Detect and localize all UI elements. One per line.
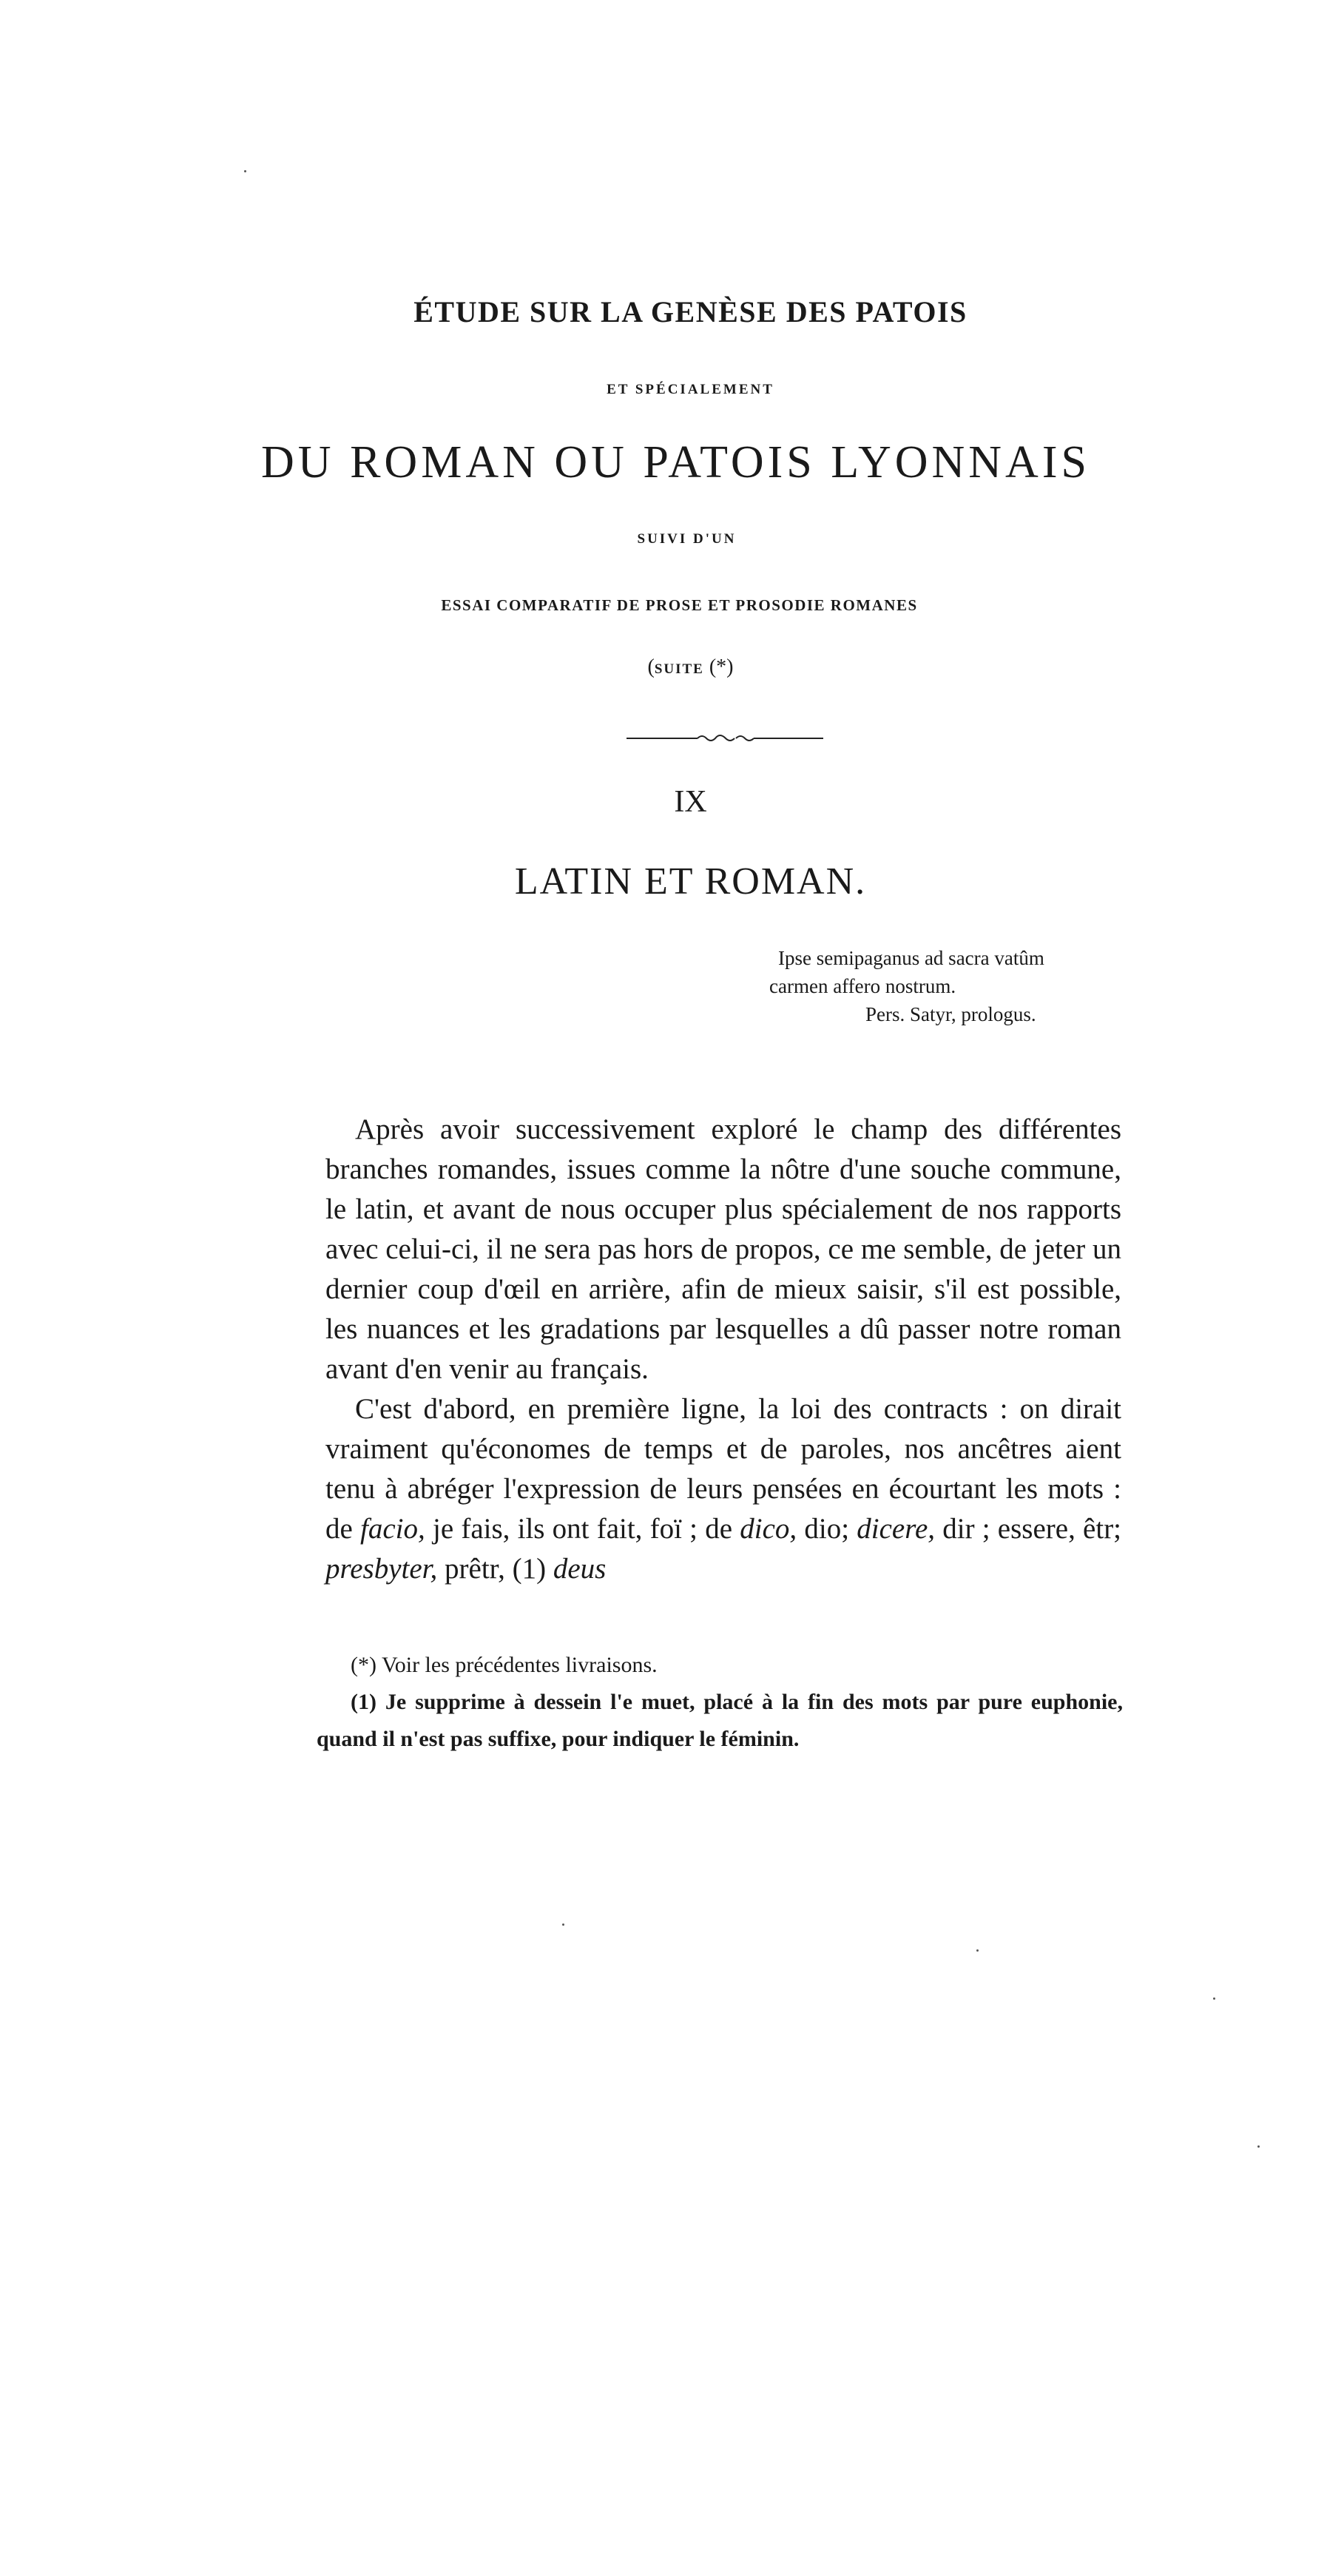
title-suivi: SUIVI D'UN: [637, 531, 737, 547]
paragraph-2-text: dio;: [797, 1513, 857, 1545]
epigraph-line-1: Ipse semipaganus ad sacra vatûm: [778, 947, 1044, 969]
paper-speck: [562, 1923, 564, 1926]
title-line-1: ÉTUDE SUR LA GENÈSE DES PATOIS: [413, 295, 968, 328]
paragraph-2: [325, 1389, 1121, 1589]
title-essai: ESSAI COMPARATIF DE PROSE ET PROSODIE ROMANES: [441, 596, 918, 614]
epigraph: [769, 944, 1044, 1028]
body-text: [325, 1110, 1121, 1589]
latin-word: dico,: [740, 1513, 797, 1545]
paper-speck: [1213, 1997, 1215, 2000]
main-title: DU ROMAN OU PATOIS LYONNAIS: [261, 437, 1090, 488]
title-line-2: ET SPÉCIALEMENT: [607, 382, 774, 397]
suite-footnote-mark: (*): [703, 655, 734, 678]
footnote-2: (1) Je supprime à dessein l'e muet, placé à la fin des mots par pure euphonie, quand il n'est pas suffixe, pour indiquer le féminin.: [317, 1690, 1123, 1751]
suite-open-paren: (: [647, 655, 655, 678]
paragraph-2-text: prêtr, (1): [437, 1553, 553, 1585]
latin-word: deus: [553, 1553, 607, 1585]
epigraph-attribution: Pers. Satyr, prologus.: [865, 1003, 1036, 1025]
paper-speck: [1257, 2145, 1260, 2148]
paragraph-1: Après avoir successivement exploré le champ des différentes branches romandes, issues comme la nôtre d'une souche commune, le latin, et avant de nous occuper plus spécialement de nos rapports avec celui-ci, il ne sera pas hors de propos, ce me semble, de jeter un dernier coup d'œil en arrière, afin de mieux saisir, s'il est possible, les nuances et les gradations par lesquelles a dû passer notre roman avant d'en venir au français.: [325, 1113, 1121, 1385]
chapter-number: IX: [674, 785, 707, 819]
latin-word: presbyter,: [325, 1553, 438, 1585]
footnote-1: (*) Voir les précédentes livraisons.: [351, 1653, 658, 1677]
chapter-title: LATIN ET ROMAN.: [514, 860, 867, 903]
paper-speck: [976, 1949, 979, 1952]
suite-word: SUITE: [654, 661, 704, 677]
epigraph-line-2: carmen affero nostrum.: [769, 975, 956, 997]
paragraph-2-text: C'est d'abord, en première ligne, la loi des contracts : on dirait vraiment qu'économes de temps et de paroles, nos ancêtres aient tenu à abréger l'expression de leurs pensées en écourtant les mots : de: [325, 1393, 1121, 1545]
latin-word: dicere,: [857, 1513, 936, 1545]
title-suite: [0, 655, 1344, 679]
ornament-divider-icon: [625, 729, 825, 747]
paragraph-2-text: dir ; essere, êtr;: [935, 1513, 1122, 1545]
paragraph-2-text: je fais, ils ont fait, foï ; de: [425, 1513, 740, 1545]
latin-word: facio,: [360, 1513, 425, 1545]
paper-speck: [244, 170, 246, 172]
footnotes: [317, 1647, 1123, 1758]
